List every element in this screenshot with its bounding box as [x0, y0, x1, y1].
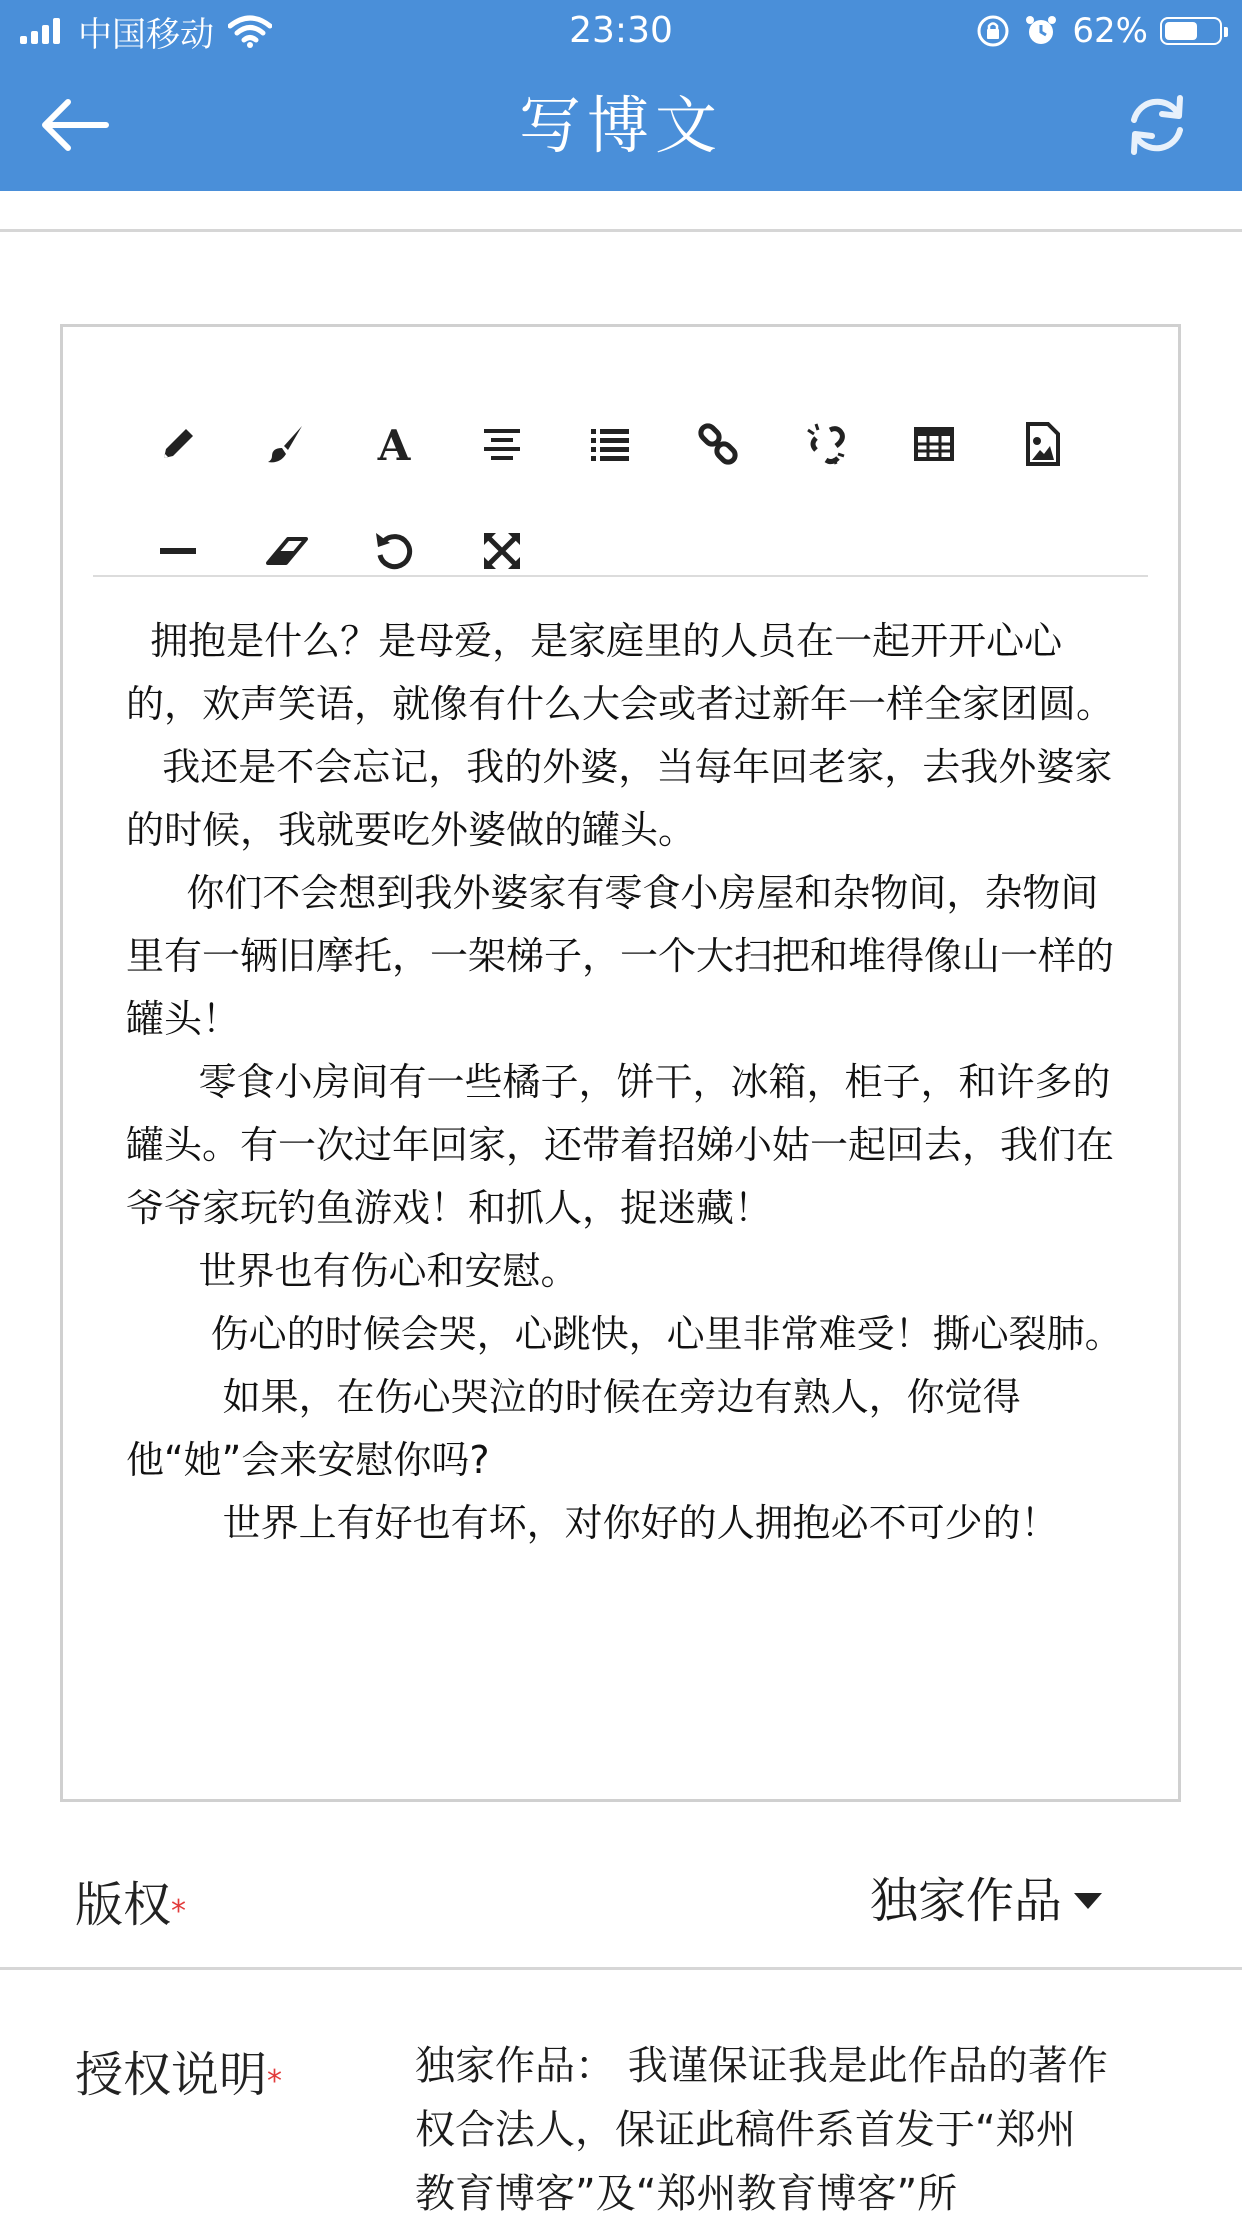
font-icon [370, 420, 418, 468]
chevron-down-icon[interactable] [1074, 1893, 1102, 1909]
copyright-select[interactable] [870, 1868, 1062, 1934]
top-divider [0, 229, 1242, 232]
image-button[interactable] [1012, 414, 1072, 474]
authorization-text: 独家作品： 我谨保证我是此作品的著作权合法人，保证此稿件系首发于“郑州教育博客”及“郑州教育博客”所 [415, 2043, 1108, 2217]
unlink-icon [802, 420, 850, 468]
article-paragraph: 我还是不会忘记，我的外婆，当每年回老家，去我外婆家的时候，我就要吃外婆做的罐头。 [126, 745, 1113, 852]
align-center-button[interactable] [472, 414, 532, 474]
fullscreen-button[interactable] [472, 521, 532, 581]
authorization-label [75, 2036, 282, 2105]
font-button[interactable] [364, 414, 424, 474]
article-paragraph: 世界也有伤心和安慰。 [126, 1249, 579, 1293]
eraser-button[interactable] [256, 521, 316, 581]
copyright-label [75, 1866, 186, 1935]
horizontal-rule-button[interactable] [148, 521, 208, 581]
pencil-icon [154, 420, 202, 468]
article-paragraph: 你们不会想到我外婆家有零食小房屋和杂物间，杂物间里有一辆旧摩托，一架梯子，一个大扫把和堆得像山一样的罐头！ [126, 871, 1115, 1041]
copyright-label-text: 版权 [75, 1877, 172, 1933]
align-center-icon [478, 420, 526, 468]
undo-button[interactable] [364, 521, 424, 581]
table-button[interactable] [904, 414, 964, 474]
list-icon [586, 420, 634, 468]
battery-icon [1160, 17, 1222, 45]
required-mark: * [171, 1894, 187, 1929]
article-paragraph: 世界上有好也有坏，对你好的人拥抱必不可少的！ [126, 1501, 1059, 1545]
article-paragraph: 零食小房间有一些橘子，饼干，冰箱，柜子，和许多的罐头。有一次过年回家，还带着招娣小姑一起回去，我们在爷爷家玩钓鱼游戏！和抓人，捉迷藏！ [126, 1060, 1115, 1230]
status-bar [0, 0, 1242, 62]
link-button[interactable] [688, 414, 748, 474]
authorization-label-text: 授权说明 [75, 2047, 268, 2103]
brush-icon [262, 420, 310, 468]
table-icon [910, 420, 958, 468]
required-mark: * [267, 2064, 283, 2099]
article-paragraph: 伤心的时候会哭，心跳快，心里非常难受！撕心裂肺。 [126, 1312, 1123, 1356]
copyright-value: 独家作品 [869, 1873, 1062, 1929]
rich-text-editor[interactable] [60, 324, 1181, 1802]
refresh-button[interactable] [1122, 90, 1192, 160]
svg-text:A: A [377, 421, 411, 468]
status-time: 23:30 [569, 10, 673, 51]
refresh-icon [1122, 90, 1192, 160]
alarm-icon [1024, 14, 1058, 48]
fullscreen-icon [478, 527, 526, 575]
battery-percent: 62% [1072, 11, 1148, 51]
rotation-lock-icon [976, 14, 1010, 48]
pencil-button[interactable] [148, 414, 208, 474]
copyright-divider [0, 1967, 1242, 1970]
article-content[interactable] [126, 610, 1128, 1555]
list-button[interactable] [580, 414, 640, 474]
unlink-button[interactable] [796, 414, 856, 474]
link-icon [694, 420, 742, 468]
app-header [0, 0, 1242, 191]
image-icon [1018, 420, 1066, 468]
eraser-icon [262, 527, 310, 575]
toolbar-divider [93, 575, 1148, 577]
page-title: 写博文 [518, 89, 723, 162]
carrier-label: 中国移动 [78, 14, 214, 55]
undo-icon [370, 527, 418, 575]
nav-bar [0, 62, 1242, 191]
article-paragraph: 拥抱是什么？是母爱，是家庭里的人员在一起开开心心的，欢声笑语，就像有什么大会或者过新年一样全家团圆。 [126, 619, 1115, 726]
brush-button[interactable] [256, 414, 316, 474]
article-paragraph: 如果，在伤心哭泣的时候在旁边有熟人，你觉得他“她”会来安慰你吗? [126, 1375, 1021, 1482]
horizontal-rule-icon [154, 527, 202, 575]
